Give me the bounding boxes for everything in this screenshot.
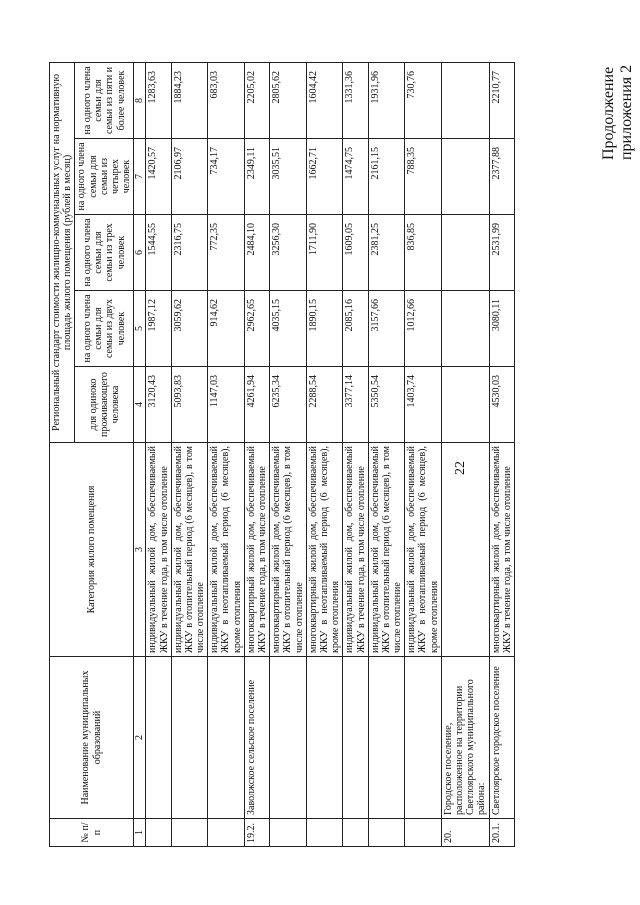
standard-value: 772,35 bbox=[208, 215, 245, 291]
standard-value: 788,35 bbox=[405, 139, 442, 215]
header-col8: на одного члена семьи для семьи из пяти и более человек bbox=[75, 62, 134, 138]
table-row bbox=[270, 62, 307, 846]
housing-category: индивидуальный жилой дом, обеспечиваемый ЖКУ в неотапливаемый период (6 месяцев), кроме отопления bbox=[208, 443, 245, 657]
table-row bbox=[208, 62, 245, 846]
municipality-name: Заволжское сельское поселение bbox=[244, 657, 269, 819]
standard-value: 1931,96 bbox=[368, 62, 405, 138]
housing-category: многоквартирный жилой дом, обеспечиваемый ЖКУ в отопительный период (6 месяцев), в том числе отопление bbox=[270, 443, 307, 657]
standard-value: 3377,14 bbox=[343, 367, 368, 443]
column-number: 7 bbox=[134, 139, 146, 215]
row-number: 20. bbox=[441, 819, 489, 847]
standard-value: 3059,62 bbox=[171, 291, 208, 367]
standard-value: 2805,62 bbox=[270, 62, 307, 138]
standard-value: 3035,51 bbox=[270, 139, 307, 215]
standard-value: 2381,25 bbox=[368, 215, 405, 291]
continuation-caption: Продолжение приложения 2 bbox=[600, 64, 635, 160]
municipality-name: Городское поселение, расположенное на территории Светлоярского муниципального района: bbox=[441, 657, 489, 819]
column-number: 4 bbox=[134, 367, 146, 443]
header-no: № п/п bbox=[50, 819, 134, 847]
row-number bbox=[405, 819, 442, 847]
municipality-name bbox=[343, 657, 368, 819]
housing-category: многоквартирный жилой дом, обеспечиваемый ЖКУ в течение года, в том числе отопление bbox=[244, 443, 269, 657]
housing-category: многоквартирный жилой дом, обеспечиваемый ЖКУ в неотапливаемый период (6 месяцев), кроме отопления bbox=[306, 443, 343, 657]
municipality-name bbox=[171, 657, 208, 819]
standard-value: 3157,66 bbox=[368, 291, 405, 367]
standard-value: 1420,57 bbox=[146, 139, 171, 215]
standard-value: 3080,11 bbox=[489, 291, 514, 367]
standard-value: 2210,77 bbox=[489, 62, 514, 138]
table-row bbox=[146, 62, 171, 846]
housing-category: индивидуальный жилой дом, обеспечиваемый ЖКУ в течение года, в том числе отопление bbox=[146, 443, 171, 657]
standard-value: 5350,54 bbox=[368, 367, 405, 443]
standard-value: 5093,83 bbox=[171, 367, 208, 443]
tariff-table bbox=[49, 62, 515, 847]
header-category: Категория жилого помещения bbox=[50, 443, 134, 657]
table-row bbox=[489, 62, 514, 846]
standard-value bbox=[441, 62, 489, 138]
standard-value: 2349,11 bbox=[244, 139, 269, 215]
row-number bbox=[270, 819, 307, 847]
standard-value: 1890,15 bbox=[306, 291, 343, 367]
municipality-name bbox=[208, 657, 245, 819]
header-standard-group: Региональный стандарт стоимости жилищно-коммунальных услуг на нормативную площадь жилого помещения (рублей в месяц) bbox=[50, 62, 75, 442]
standard-value: 1283,63 bbox=[146, 62, 171, 138]
column-number-row bbox=[134, 62, 146, 846]
standard-value: 4530,03 bbox=[489, 367, 514, 443]
municipality-name bbox=[270, 657, 307, 819]
table-row bbox=[244, 62, 269, 846]
column-number: 1 bbox=[134, 819, 146, 847]
standard-value: 2316,75 bbox=[171, 215, 208, 291]
standard-value: 2531,99 bbox=[489, 215, 514, 291]
housing-category: многоквартирный жилой дом, обеспечиваемый ЖКУ в течение года, в том числе отопление bbox=[489, 443, 514, 657]
standard-value bbox=[441, 215, 489, 291]
standard-value: 1884,23 bbox=[171, 62, 208, 138]
row-number bbox=[306, 819, 343, 847]
standard-value: 1331,36 bbox=[343, 62, 368, 138]
standard-value: 914,62 bbox=[208, 291, 245, 367]
standard-value: 2484,10 bbox=[244, 215, 269, 291]
table-row bbox=[405, 62, 442, 846]
housing-category: индивидуальный жилой дом, обеспечиваемый ЖКУ в отопительный период (6 месяцев), в том числе отопление bbox=[368, 443, 405, 657]
column-number: 6 bbox=[134, 215, 146, 291]
municipality-name bbox=[306, 657, 343, 819]
housing-category: индивидуальный жилой дом, обеспечиваемый ЖКУ в течение года, в том числе отопление bbox=[343, 443, 368, 657]
header-col4: для одиноко проживающего человека bbox=[75, 367, 134, 443]
standard-value: 683,03 bbox=[208, 62, 245, 138]
standard-value: 6235,34 bbox=[270, 367, 307, 443]
standard-value: 2288,54 bbox=[306, 367, 343, 443]
housing-category: индивидуальный жилой дом, обеспечиваемый ЖКУ в неотапливаемый период (6 месяцев), кроме отопления bbox=[405, 443, 442, 657]
header-municipality: Наименование муниципальных образований bbox=[50, 657, 134, 819]
standard-value: 836,85 bbox=[405, 215, 442, 291]
standard-value: 2962,65 bbox=[244, 291, 269, 367]
standard-value: 4035,15 bbox=[270, 291, 307, 367]
standard-value: 1604,42 bbox=[306, 62, 343, 138]
standard-value: 734,17 bbox=[208, 139, 245, 215]
housing-category bbox=[441, 443, 489, 657]
standard-value: 4261,94 bbox=[244, 367, 269, 443]
standard-value: 1544,55 bbox=[146, 215, 171, 291]
standard-value: 2205,02 bbox=[244, 62, 269, 138]
standard-value bbox=[441, 367, 489, 443]
column-number: 5 bbox=[134, 291, 146, 367]
standard-value: 1012,66 bbox=[405, 291, 442, 367]
standard-value: 1147,03 bbox=[208, 367, 245, 443]
table-row bbox=[368, 62, 405, 846]
housing-category: индивидуальный жилой дом, обеспечиваемый ЖКУ в отопительный период (6 месяцев), в том числе отопление bbox=[171, 443, 208, 657]
standard-value: 1711,90 bbox=[306, 215, 343, 291]
header-col7: на одного члена семьи для семьи из четырех человек bbox=[75, 139, 134, 215]
standard-value: 2161,15 bbox=[368, 139, 405, 215]
standard-value: 2377,88 bbox=[489, 139, 514, 215]
column-number: 2 bbox=[134, 657, 146, 819]
municipality-name bbox=[368, 657, 405, 819]
standard-value: 1474,75 bbox=[343, 139, 368, 215]
header-col6: на одного члена семьи для семьи из трех человек bbox=[75, 215, 134, 291]
standard-value: 730,76 bbox=[405, 62, 442, 138]
standard-value: 3120,43 bbox=[146, 367, 171, 443]
header-col5: на одного члена семьи для семьи из двух человек bbox=[75, 291, 134, 367]
standard-value: 3256,30 bbox=[270, 215, 307, 291]
row-number bbox=[368, 819, 405, 847]
page-number: 22 bbox=[453, 461, 468, 475]
table-row bbox=[343, 62, 368, 846]
standard-value: 2085,16 bbox=[343, 291, 368, 367]
standard-value: 1987,12 bbox=[146, 291, 171, 367]
table-row bbox=[171, 62, 208, 846]
standard-value: 1609,05 bbox=[343, 215, 368, 291]
municipality-name: Светлоярское городское поселение bbox=[489, 657, 514, 819]
standard-value bbox=[441, 291, 489, 367]
table-row bbox=[306, 62, 343, 846]
row-number bbox=[146, 819, 171, 847]
standard-value bbox=[441, 139, 489, 215]
row-number: 20.1. bbox=[489, 819, 514, 847]
municipality-name bbox=[146, 657, 171, 819]
row-number bbox=[208, 819, 245, 847]
standard-value: 1403,74 bbox=[405, 367, 442, 443]
municipality-name bbox=[405, 657, 442, 819]
row-number bbox=[171, 819, 208, 847]
table-row bbox=[441, 62, 489, 846]
column-number: 8 bbox=[134, 62, 146, 138]
row-number: 19.2. bbox=[244, 819, 269, 847]
column-number: 3 bbox=[134, 443, 146, 657]
row-number bbox=[343, 819, 368, 847]
standard-value: 1662,71 bbox=[306, 139, 343, 215]
standard-value: 2106,97 bbox=[171, 139, 208, 215]
